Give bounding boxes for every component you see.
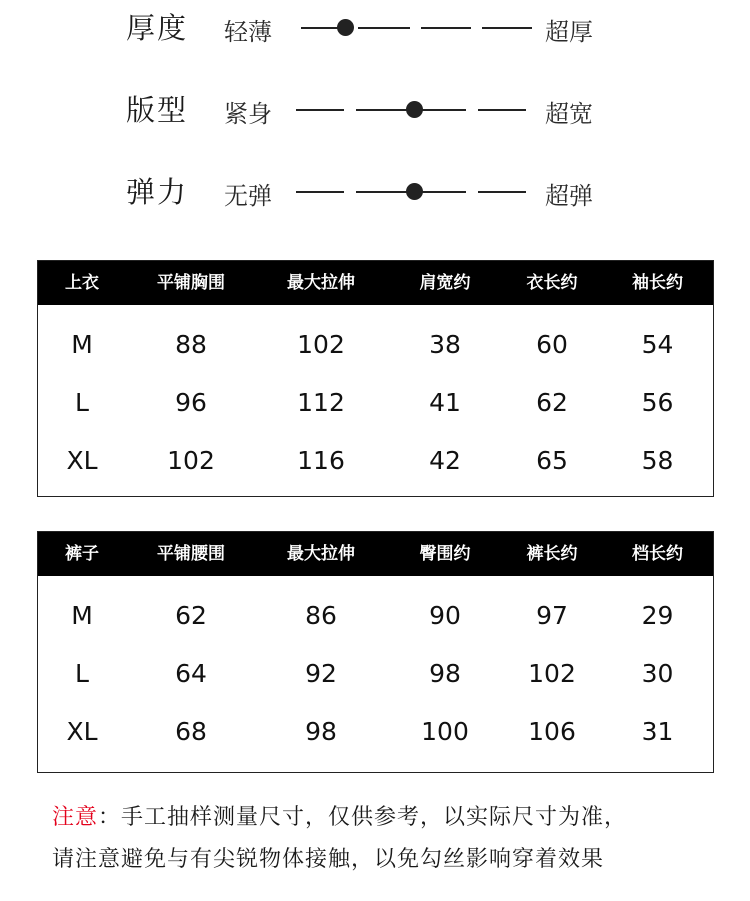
scale-segment [478, 109, 526, 111]
table-cell: 58 [641, 446, 674, 475]
table-row [38, 596, 715, 636]
table-cell: 60 [536, 330, 568, 359]
table-cell: M [71, 330, 93, 359]
table-cell: 98 [429, 659, 461, 688]
note-text-1: ：手工抽样测量尺寸，仅供参考，以实际尺寸为准， [98, 805, 628, 830]
header-cell: 裤长约 [526, 544, 578, 564]
scale-segment [421, 27, 471, 29]
table-cell: 96 [175, 388, 207, 417]
table-row [38, 712, 715, 752]
table-cell: 56 [641, 388, 674, 417]
table-cell: L [75, 388, 89, 417]
table-cell: 97 [536, 601, 568, 630]
attr-row-fit [0, 82, 750, 138]
note-line-1 [52, 800, 627, 831]
attr-row-elasticity [0, 164, 750, 220]
scale-segment [478, 191, 526, 193]
table-cell: 62 [536, 388, 568, 417]
table-cell: 92 [305, 659, 337, 688]
table-cell: 106 [528, 717, 576, 746]
table-cell: 102 [167, 446, 215, 475]
table-cell: 30 [641, 659, 674, 688]
table-header [38, 532, 713, 576]
attr-high-label: 超宽 [545, 100, 593, 128]
table-cell: 112 [297, 388, 345, 417]
note-text-2: 请注意避免与有尖锐物体接触，以免勾丝影响穿着效果 [52, 847, 605, 872]
scale-marker [406, 101, 423, 118]
scale-marker [337, 19, 354, 36]
header-cell: 臀围约 [419, 544, 471, 564]
table-cell: 38 [429, 330, 461, 359]
table-cell: 102 [297, 330, 345, 359]
table-cell: 86 [305, 601, 337, 630]
header-cell: 衣长约 [526, 273, 578, 293]
scale-segment [296, 191, 344, 193]
table-cell: 41 [429, 388, 461, 417]
table-cell: 54 [641, 330, 674, 359]
attr-high-label: 超厚 [545, 18, 593, 46]
scale-segment [296, 109, 344, 111]
attr-low-label: 无弹 [224, 182, 272, 210]
table-cell: 68 [175, 717, 207, 746]
table-cell: 90 [429, 601, 461, 630]
table-row [38, 383, 715, 423]
table-cell: L [75, 659, 89, 688]
table-cell: 102 [528, 659, 576, 688]
table-cell: 42 [429, 446, 461, 475]
pants-size-table [37, 531, 714, 773]
table-row [38, 441, 715, 481]
scale-segment [482, 27, 532, 29]
table-cell: XL [66, 446, 98, 475]
attr-low-label: 紧身 [224, 100, 272, 128]
header-cell: 平铺腰围 [157, 544, 225, 564]
header-cell: 裤子 [65, 544, 99, 564]
table-row [38, 654, 715, 694]
table-header [38, 261, 713, 305]
scale-segment [358, 27, 410, 29]
attr-high-label: 超弹 [545, 182, 593, 210]
header-cell: 袖长约 [632, 273, 683, 293]
table-cell: XL [66, 717, 98, 746]
table-cell: 64 [175, 659, 207, 688]
header-cell: 肩宽约 [419, 273, 471, 293]
header-cell: 上衣 [65, 273, 99, 293]
table-cell: 62 [175, 601, 207, 630]
attr-name: 厚度 [126, 11, 189, 45]
table-cell: M [71, 601, 93, 630]
table-cell: 116 [297, 446, 345, 475]
header-cell: 最大拉伸 [287, 544, 355, 564]
table-cell: 29 [641, 601, 674, 630]
header-cell: 平铺胸围 [157, 273, 225, 293]
attr-name: 版型 [126, 93, 189, 127]
table-cell: 31 [641, 717, 674, 746]
table-row [38, 325, 715, 365]
header-cell: 档长约 [632, 544, 683, 564]
attr-row-thickness [0, 0, 750, 56]
attr-low-label: 轻薄 [224, 18, 272, 46]
table-cell: 65 [536, 446, 568, 475]
header-cell: 最大拉伸 [287, 273, 355, 293]
top-size-table [37, 260, 714, 497]
attr-name: 弹力 [126, 175, 189, 209]
scale-marker [406, 183, 423, 200]
note-line-2 [52, 842, 604, 873]
table-cell: 88 [175, 330, 207, 359]
table-cell: 98 [305, 717, 337, 746]
table-cell: 100 [421, 717, 469, 746]
note-label: 注意 [52, 805, 99, 830]
